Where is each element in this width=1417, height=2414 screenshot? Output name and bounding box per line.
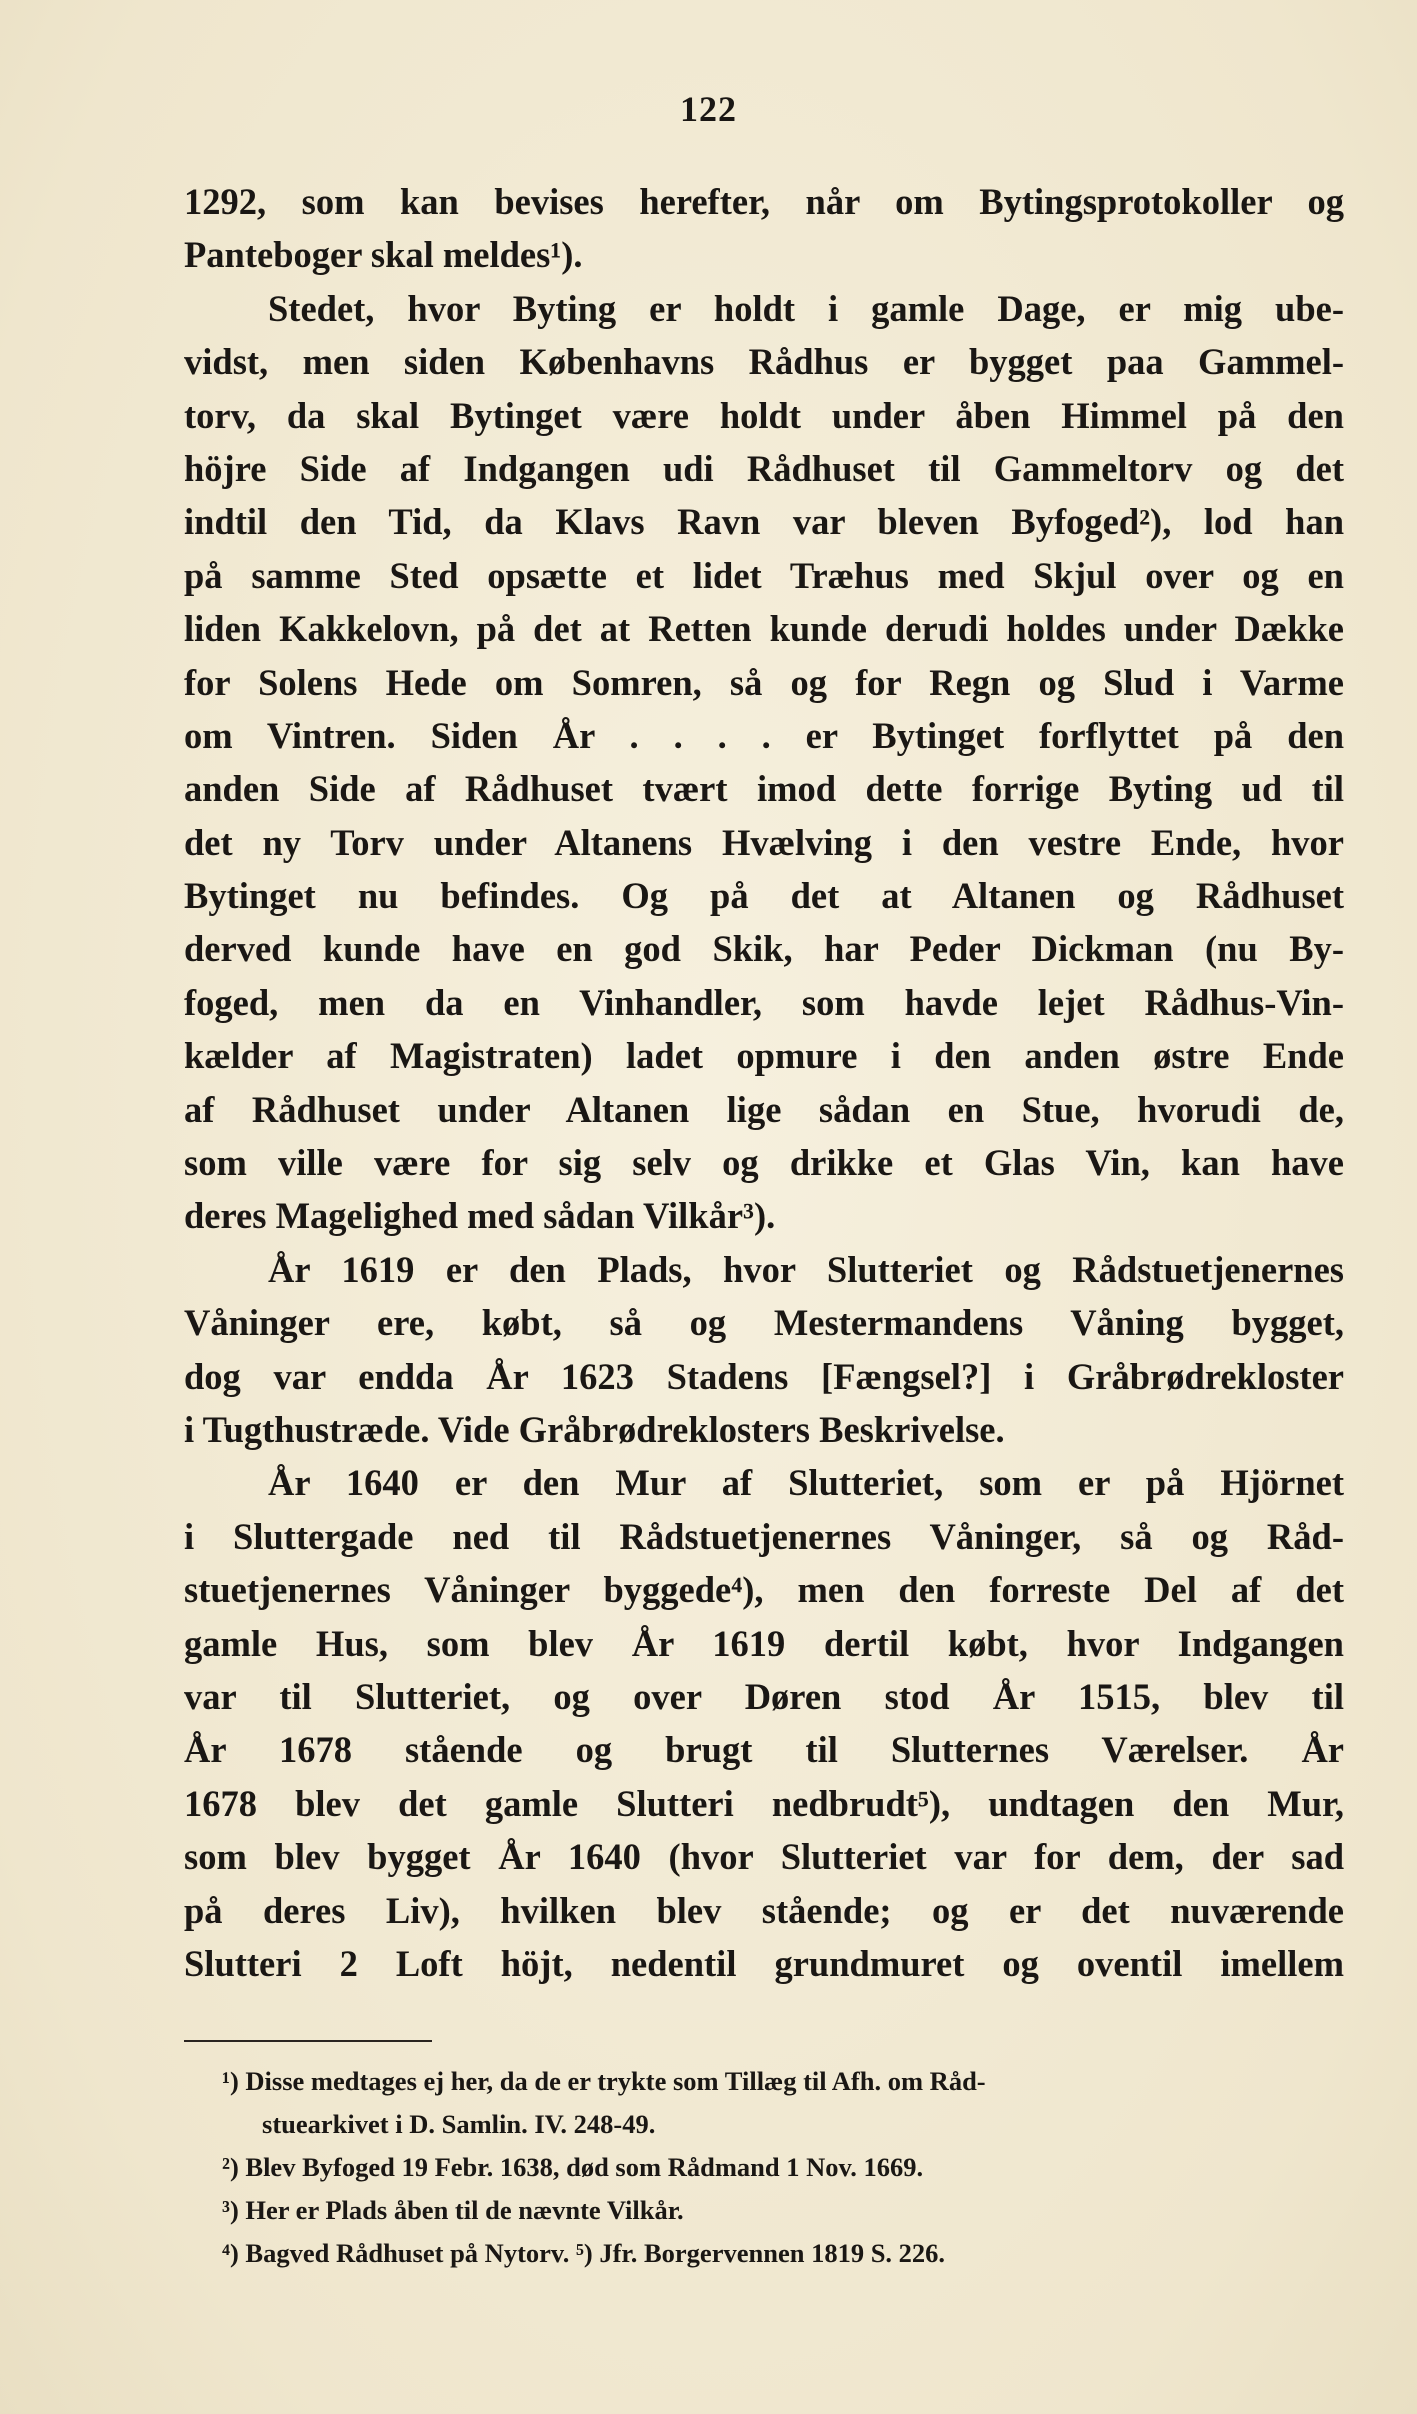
text-line: som blev bygget År 1640 (hvor Slutteriet var for dem, der sad (184, 1836, 1344, 1878)
text-line: 1678 blev det gamle Slutteri nedbrudt⁵), undtagen den Mur, (184, 1782, 1344, 1824)
text-line: torv, da skal Bytinget være holdt under åben Himmel på den (184, 394, 1344, 436)
text-line: höjre Side af Indgangen udi Rådhuset til Gammeltorv og det (184, 447, 1344, 489)
text-line: derved kunde have en god Skik, har Peder Dickman (nu By- (184, 928, 1344, 970)
text-line: gamle Hus, som blev År 1619 dertil købt, hvor Indgangen (184, 1622, 1344, 1664)
text-line: 1292, som kan bevises herefter, når om Bytingsprotokoller og (184, 181, 1344, 222)
footnotes (222, 2060, 1352, 2275)
text-line: for Solens Hede om Somren, så og for Regn og Slud i Varme (184, 661, 1344, 703)
text-line: i Tugthustræde. Vide Gråbrødreklosters Beskrivelse. (184, 1408, 1005, 1450)
footnote-line: stuearkivet i D. Samlin. IV. 248-49. (262, 2109, 656, 2139)
text-line: kælder af Magistraten) ladet opmure i den anden østre Ende (184, 1035, 1344, 1077)
text-line: dog var endda År 1623 Stadens [Fængsel?] i Gråbrødrekloster (184, 1355, 1344, 1397)
text-line: foged, men da en Vinhandler, som havde lejet Rådhus-Vin- (184, 981, 1344, 1023)
body-text (184, 175, 1344, 1990)
text-line: stuetjenernes Våninger byggede⁴), men den forreste Del af det (184, 1569, 1344, 1611)
text-line: liden Kakkelovn, på det at Retten kunde derudi holdes under Dække (184, 608, 1344, 650)
text-line: indtil den Tid, da Klavs Ravn var bleven Byfoged²), lod han (184, 501, 1344, 543)
text-line: vidst, men siden Københavns Rådhus er bygget paa Gammel- (184, 341, 1344, 383)
text-line: anden Side af Rådhuset tvært imod dette forrige Byting ud til (184, 768, 1344, 810)
text-line: om Vintren. Siden År . . . . er Bytinget forflyttet på den (184, 714, 1344, 756)
text-line: År 1640 er den Mur af Slutteriet, som er på Hjörnet (268, 1462, 1344, 1504)
text-line: deres Magelighed med sådan Vilkår³). (184, 1195, 776, 1237)
text-line: År 1619 er den Plads, hvor Slutteriet og Rådstuetjenernes (268, 1248, 1344, 1290)
footnote-line: ³) Her er Plads åben til de nævnte Vilkår. (222, 2195, 684, 2225)
text-line: Panteboger skal meldes¹). (184, 234, 583, 276)
page-number: 122 (680, 89, 737, 129)
text-line: var til Slutteriet, og over Døren stod År 1515, blev til (184, 1675, 1344, 1717)
footnote-line: ¹) Disse medtages ej her, da de er trykte som Tillæg til Afh. om Råd- (222, 2066, 986, 2096)
text-line: af Rådhuset under Altanen lige sådan en Stue, hvorudi de, (184, 1088, 1344, 1130)
text-line: på deres Liv), hvilken blev stående; og er det nuværende (184, 1889, 1344, 1931)
text-line: Bytinget nu befindes. Og på det at Altanen og Rådhuset (184, 875, 1344, 917)
footnote-line: ⁴) Bagved Rådhuset på Nytorv. ⁵) Jfr. Borgervennen 1819 S. 226. (222, 2238, 946, 2268)
text-line: Slutteri 2 Loft höjt, nedentil grundmuret og oventil imellem (184, 1942, 1344, 1984)
footnote-divider (184, 2040, 432, 2042)
text-line: som ville være for sig selv og drikke et Glas Vin, kan have (184, 1142, 1344, 1184)
text-line: Stedet, hvor Byting er holdt i gamle Dage, er mig ube- (268, 287, 1344, 329)
text-line: År 1678 stående og brugt til Slutternes Værelser. År (184, 1729, 1344, 1771)
footnote-line: ²) Blev Byfoged 19 Febr. 1638, død som Rådmand 1 Nov. 1669. (222, 2152, 924, 2182)
text-line: i Sluttergade ned til Rådstuetjenernes Våninger, så og Råd- (184, 1515, 1344, 1557)
text-line: Våninger ere, købt, så og Mestermandens Våning bygget, (184, 1302, 1344, 1344)
text-line: det ny Torv under Altanens Hvælving i den vestre Ende, hvor (184, 821, 1344, 863)
text-line: på samme Sted opsætte et lidet Træhus med Skjul over og en (184, 554, 1344, 596)
